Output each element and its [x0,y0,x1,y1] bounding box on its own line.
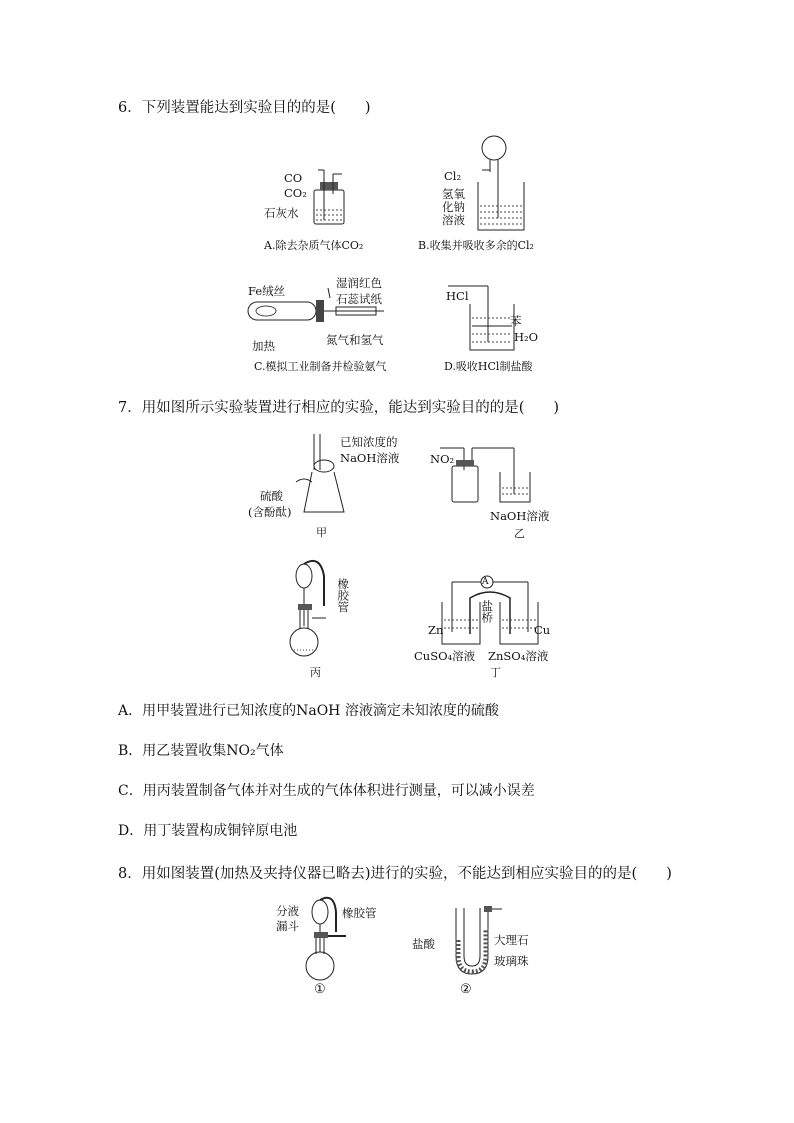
label-phenolphthalein: (含酚酞) [248,505,292,519]
caption-6d: D.吸收HCl制盐酸 [444,360,533,373]
label-n2-h2: 氮气和氢气 [326,333,384,347]
label-naoh-3: 溶液 [442,213,465,227]
label-znso4: ZnSO₄溶液 [488,649,549,663]
label-fe-wool: Fe绒丝 [248,284,286,298]
label-glass-beads: 玻璃珠 [494,954,529,968]
label-known-conc: 已知浓度的 [340,435,398,449]
label-cl2: Cl₂ [444,169,462,183]
caption-bing: 丙 [310,666,321,679]
label-heat: 加热 [252,339,275,353]
caption-two: ② [460,982,472,997]
caption-yi: 乙 [514,527,525,540]
label-sulfuric-acid: 硫酸 [260,489,283,503]
label-benzene: 苯 [510,314,522,328]
label-co2: CO₂ [284,186,307,200]
label-hcl-acid: 盐酸 [412,937,435,951]
label-cuso4: CuSO₄溶液 [414,649,476,663]
label-naoh-2: 化钠 [442,200,465,214]
caption-6b: B.收集并吸收多余的Cl₂ [418,239,534,252]
label-salt-bridge: 盐桥 [480,600,495,623]
q7-option-a: A．用甲装置进行已知浓度的NaOH 溶液滴定未知浓度的硫酸 [118,703,499,719]
label-rubber-tube-8: 橡胶管 [342,906,377,920]
wash-bottle-drawing [306,168,366,228]
galvanic-cell-drawing [442,574,562,654]
collect-absorb-drawing [468,134,538,234]
label-cu: Cu [534,623,551,637]
label-funnel-1: 分液 [276,904,299,918]
label-funnel-2: 漏斗 [276,919,299,933]
question-7-stem: 7．用如图所示实验装置进行相应的实验，能达到实验目的的是( ) [118,400,560,416]
q7-option-d: D．用丁装置构成铜锌原电池 [118,823,298,839]
label-limewater: 石灰水 [264,206,299,220]
caption-jia: 甲 [316,526,327,539]
label-zn: Zn [428,623,444,637]
label-litmus-1: 湿润红色 [336,276,382,290]
label-no2: NO₂ [430,452,455,466]
label-marble: 大理石 [494,933,529,947]
label-water: H₂O [514,330,539,344]
ammeter-label: A [482,577,489,587]
caption-one: ① [314,982,326,997]
no2-collect-drawing [438,440,548,520]
label-naoh-solution: NaOH溶液 [340,451,400,465]
label-co: CO [284,171,303,185]
caption-ding: 丁 [490,666,501,679]
q7-option-b: B．用乙装置收集NO₂气体 [118,743,284,759]
label-naoh-solution-yi: NaOH溶液 [490,509,550,523]
label-naoh-1: 氢氧 [442,187,465,201]
question-8-stem: 8．用如图装置(加热及夹持仪器已略去)进行的实验，不能达到相应实验目的的是( ) [118,866,672,882]
label-litmus-2: 石蕊试纸 [336,292,382,306]
label-rubber-tube: 橡胶管 [336,578,351,613]
q7-option-c: C．用丙装置制备气体并对生成的气体体积进行测量，可以减小误差 [118,783,535,799]
caption-6c: C.模拟工业制备并检验氨气 [254,360,387,373]
question-6-stem: 6．下列装置能达到实验目的的是( ) [118,100,371,116]
label-hcl: HCl [446,289,469,303]
caption-6a: A.除去杂质气体CO₂ [264,239,364,252]
